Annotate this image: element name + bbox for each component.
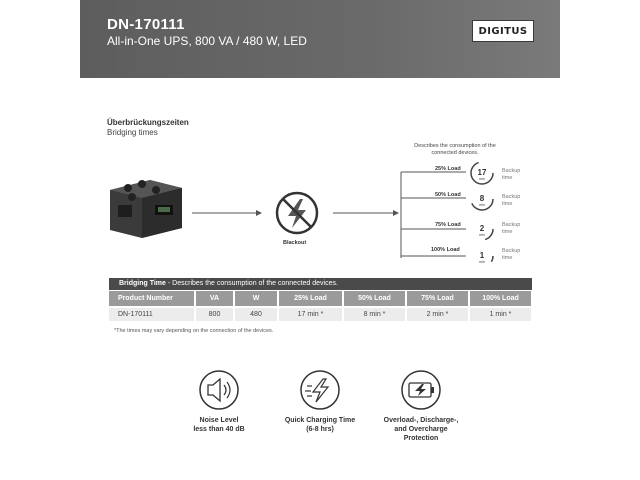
- table-footnote: *The times may vary depending on the connection of the devices.: [114, 328, 274, 334]
- product-subtitle: All-in-One UPS, 800 VA / 480 W, LED: [107, 34, 307, 48]
- timer-unit: min: [479, 233, 485, 237]
- table-cell: DN-170111: [109, 307, 195, 321]
- backup-time-label: Backup time: [502, 168, 521, 181]
- timer-unit: min: [479, 177, 485, 181]
- timer-value: 2: [479, 224, 485, 233]
- timer-icon: [471, 218, 493, 240]
- table-cell: 2 min *: [406, 307, 469, 321]
- table-title-rest: - Describes the consumption of the connected devices.: [165, 280, 338, 287]
- load-label-75: 75% Load: [435, 222, 461, 228]
- brand-logo-text: DIGITUS: [478, 25, 528, 37]
- table-cell: 1 min *: [469, 307, 532, 321]
- arrow-icon: [333, 210, 399, 216]
- timer-value: 1: [479, 251, 485, 260]
- arrow-icon: [192, 210, 262, 216]
- table-cell: 480: [234, 307, 278, 321]
- lightning-icon: [301, 371, 339, 409]
- column-header: Product Number: [109, 291, 195, 307]
- blackout-label: Blackout: [283, 240, 307, 246]
- branch-lines: [401, 172, 466, 258]
- backup-time-label: Backup time: [502, 222, 521, 235]
- table-cell: 8 min *: [343, 307, 406, 321]
- feature-label-noise: [179, 416, 259, 434]
- timer-value: 8: [479, 194, 485, 203]
- table-cell: 17 min *: [278, 307, 343, 321]
- feature-line: Protection: [403, 435, 439, 442]
- table-cell: 800: [195, 307, 234, 321]
- timer-icon: [471, 162, 493, 184]
- feature-line: (6-8 hrs): [306, 426, 334, 433]
- table-title-bar: [109, 278, 532, 290]
- feature-line: Noise Level: [199, 417, 239, 424]
- battery-icon: [402, 371, 440, 409]
- load-label-50: 50% Load: [435, 192, 461, 198]
- column-header: 25% Load: [278, 291, 343, 307]
- load-label-25: 25% Load: [435, 166, 461, 172]
- feature-label-protection: [371, 416, 471, 443]
- consumption-note: Describes the consumption of the connected devices.: [414, 143, 496, 156]
- column-header: 50% Load: [343, 291, 406, 307]
- column-header: W: [234, 291, 278, 307]
- bridging-time-table: [109, 291, 533, 321]
- table-title-bold: Bridging Time: [119, 280, 166, 287]
- feature-label-charging: [270, 416, 370, 434]
- backup-time-label: Backup time: [502, 248, 521, 261]
- feature-line: Overload-, Discharge-,: [383, 417, 459, 424]
- timer-icon: [471, 245, 493, 267]
- column-header: 100% Load: [469, 291, 532, 307]
- product-model: DN-170111: [107, 16, 185, 33]
- ups-device-image: [110, 180, 182, 238]
- table-row: [109, 307, 532, 321]
- timer-unit: min: [479, 260, 485, 264]
- timer-unit: min: [479, 203, 485, 207]
- feature-line: and Overcharge: [394, 426, 448, 433]
- table-header-row: [109, 291, 532, 307]
- backup-time-label: Backup time: [502, 194, 521, 207]
- section-title: Überbrückungszeiten: [107, 118, 189, 127]
- section-subtitle: Bridging times: [107, 128, 158, 137]
- blackout-icon: [277, 193, 317, 233]
- feature-line: Quick Charging Time: [284, 417, 356, 424]
- column-header: VA: [195, 291, 234, 307]
- load-label-100: 100% Load: [431, 247, 460, 253]
- feature-line: less than 40 dB: [193, 426, 245, 433]
- column-header: 75% Load: [406, 291, 469, 307]
- timer-icon: [471, 188, 493, 210]
- speaker-icon: [200, 371, 238, 409]
- timer-value: 17: [477, 168, 487, 177]
